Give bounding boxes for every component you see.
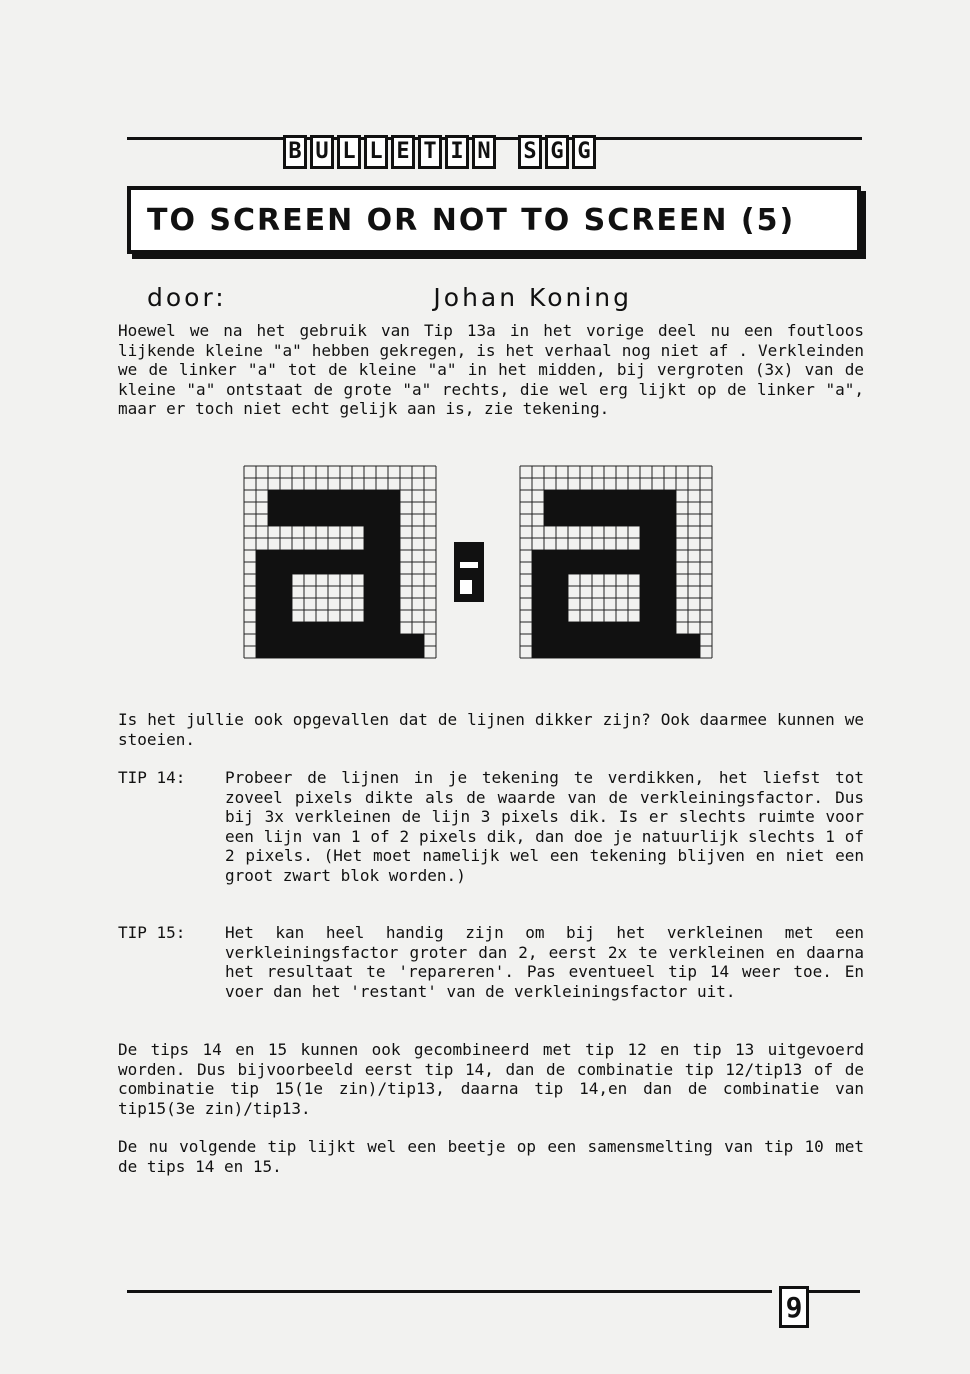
- tip-14: [118, 768, 864, 885]
- small-letter-a: [454, 542, 484, 602]
- masthead-letter: U: [310, 135, 334, 169]
- masthead-letter: N: [472, 135, 496, 169]
- combine-paragraph: De tips 14 en 15 kunnen ook gecombineerd met tip 12 en tip 13 uitgevoerd worden. Dus bijvoorbeeld eerst tip 14, dan de combinatie tip 12/tip13 of de combinatie tip 15(1e zin)/tip13, daarna tip 14,en dan de combinatie van tip15(3e zin)/tip13.: [118, 1040, 864, 1118]
- grid-letter-left: [244, 466, 436, 658]
- masthead-letter: L: [364, 135, 388, 169]
- bottom-rule: [127, 1290, 772, 1293]
- masthead-letter: L: [337, 135, 361, 169]
- byline: [147, 283, 632, 312]
- masthead-letter: G: [545, 135, 569, 169]
- question-paragraph: Is het jullie ook opgevallen dat de lijnen dikker zijn? Ook daarmee kunnen we stoeien.: [118, 710, 864, 749]
- masthead-letter: G: [572, 135, 596, 169]
- tip-14-label: TIP 14:: [118, 768, 186, 787]
- pixel-figure: [240, 462, 730, 672]
- byline-label: door:: [147, 283, 227, 312]
- bottom-rule-right: [808, 1290, 860, 1293]
- masthead: [283, 132, 596, 172]
- article-title: TO SCREEN OR NOT TO SCREEN (5): [127, 186, 861, 254]
- masthead-letter: T: [418, 135, 442, 169]
- intro-paragraph: Hoewel we na het gebruik van Tip 13a in het vorige deel nu een foutloos lijkende kleine "a" hebben gekregen, is het verhaal nog niet af . Verkleinden we de linker "a" tot de kleine "a" in het midden, bij vergroten (3x) van de kleine "a" ontstaat de grote "a" rechts, die wel erg lijkt op de linker "a", maar er toch niet echt gelijk aan is, zie tekening.: [118, 321, 864, 418]
- masthead-letter: S: [518, 135, 542, 169]
- tip-15-text: Het kan heel handig zijn om bij het verkleinen met een verkleiningsfactor groter dan 2, eerst 2x te verkleinen en daarna het resultaat te 'repareren'. Pas eventueel tip 14 weer toe. En voer dan het 'restant' van de verkleiningsfactor uit.: [225, 923, 864, 1001]
- tip-14-text: Probeer de lijnen in je tekening te verdikken, het liefst tot zoveel pixels dikte als de waarde van de verkleiningsfactor. Dus bij 3x verkleinen de lijn 3 pixels dik. Is er slechts ruimte voor een lijn van 1 of 2 pixels dik, dan doe je natuurlijk slechts 1 of 2 pixels. (Het moet namelijk wel een tekening blijven en niet een groot zwart blok worden.): [225, 768, 864, 885]
- masthead-letter: B: [283, 135, 307, 169]
- masthead-letter: E: [391, 135, 415, 169]
- grid-letter-right: [520, 466, 712, 658]
- tip-15: [118, 923, 864, 1001]
- byline-author: Johan Koning: [433, 283, 632, 312]
- page-number: 9: [779, 1286, 809, 1328]
- closing-paragraph: De nu volgende tip lijkt wel een beetje op een samensmelting van tip 10 met de tips 14 en 15.: [118, 1137, 864, 1176]
- tip-15-label: TIP 15:: [118, 923, 186, 942]
- masthead-letter: I: [445, 135, 469, 169]
